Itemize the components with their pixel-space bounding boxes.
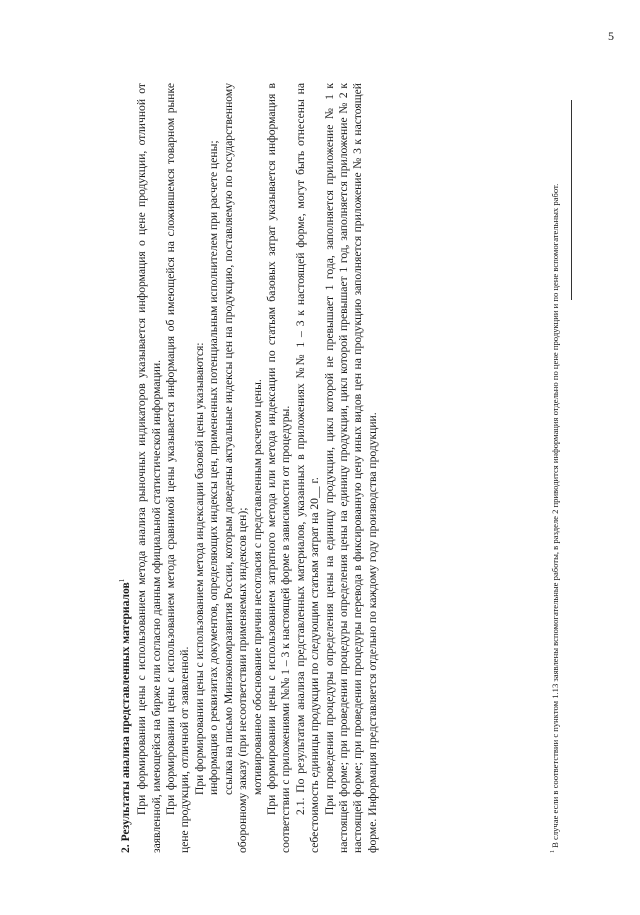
paragraph: При формировании цены с использованием метода индексации базовой цены указываются: [192,342,206,795]
section-heading-text: 2. Результаты анализа представленных материалов [118,582,132,853]
paragraph: При формировании цены с использованием затратного метода или метода индексации по статьям базовых затрат указывается информация в соответствии с приложениями №№ 1 – 3 к настоящей форме в зависимости от процедуры. [264,83,293,853]
section-heading [115,83,133,853]
paragraph: мотивированное обоснование причин несогласия с представленным расчетом цены. [250,379,264,795]
paragraph: При проведении процедуры определения цены на единицу продукции, цикл которой не превышает 1 года, заполняется приложение № 1 к настоящей форме; при проведении процедуры определения цены на единицу продукции, цикл которой превышает 1 год, заполняется приложение № 2 к настоящей форме; при проведении процедуры перевода в фиксированную цену иных видов цен на продукцию заполняется приложение № 3 к настоящей форме. Информация представляется отдельно по каждому году производства продукции. [322,83,379,853]
footnote-ref: 1 [118,578,126,583]
paragraph: При формировании цены с использованием метода сравнимой цены указывается информация об имеющейся на сложившемся товарном рынке цене продукции, отличной от заявленной. [164,83,192,853]
footnote [548,83,588,853]
paragraph: ссылка на письмо Минэкономразвития России, которым доведены актуальные индексы цен на продукцию, поставляемую по государственному оборонному заказу (при несоответствии применяемых индексов цен); [221,83,250,853]
main-text [115,83,570,853]
paragraph: При формировании цены с использованием метода анализа рыночных индикаторов указывается информация о цене продукции, отличной от заявленной, имеющейся на бирже или согласно данным официальной статистической информации. [135,83,163,853]
footnote-mark: 1 [550,850,556,853]
paragraph: 2.1. По результатам анализа представленных материалов, указанных в приложениях №№ 1 – 3 к настоящей форме, могут быть отнесены на себестоимость единицы продукции по следующим статьям затрат на 20__ г. [293,83,322,853]
footnote-text: В случае если в соответствии с пунктом 1.13 заявлены вспомогательные работы, в разделе 2 приводится информация отдельно по цене продукции и по цене вспомогательных работ. [549,183,560,848]
paragraph: информация о реквизитах документов, определяющих индексы цен, примененных потенциальным исполнителем при расчете цены; [207,140,221,795]
page-number: 5 [608,29,614,43]
